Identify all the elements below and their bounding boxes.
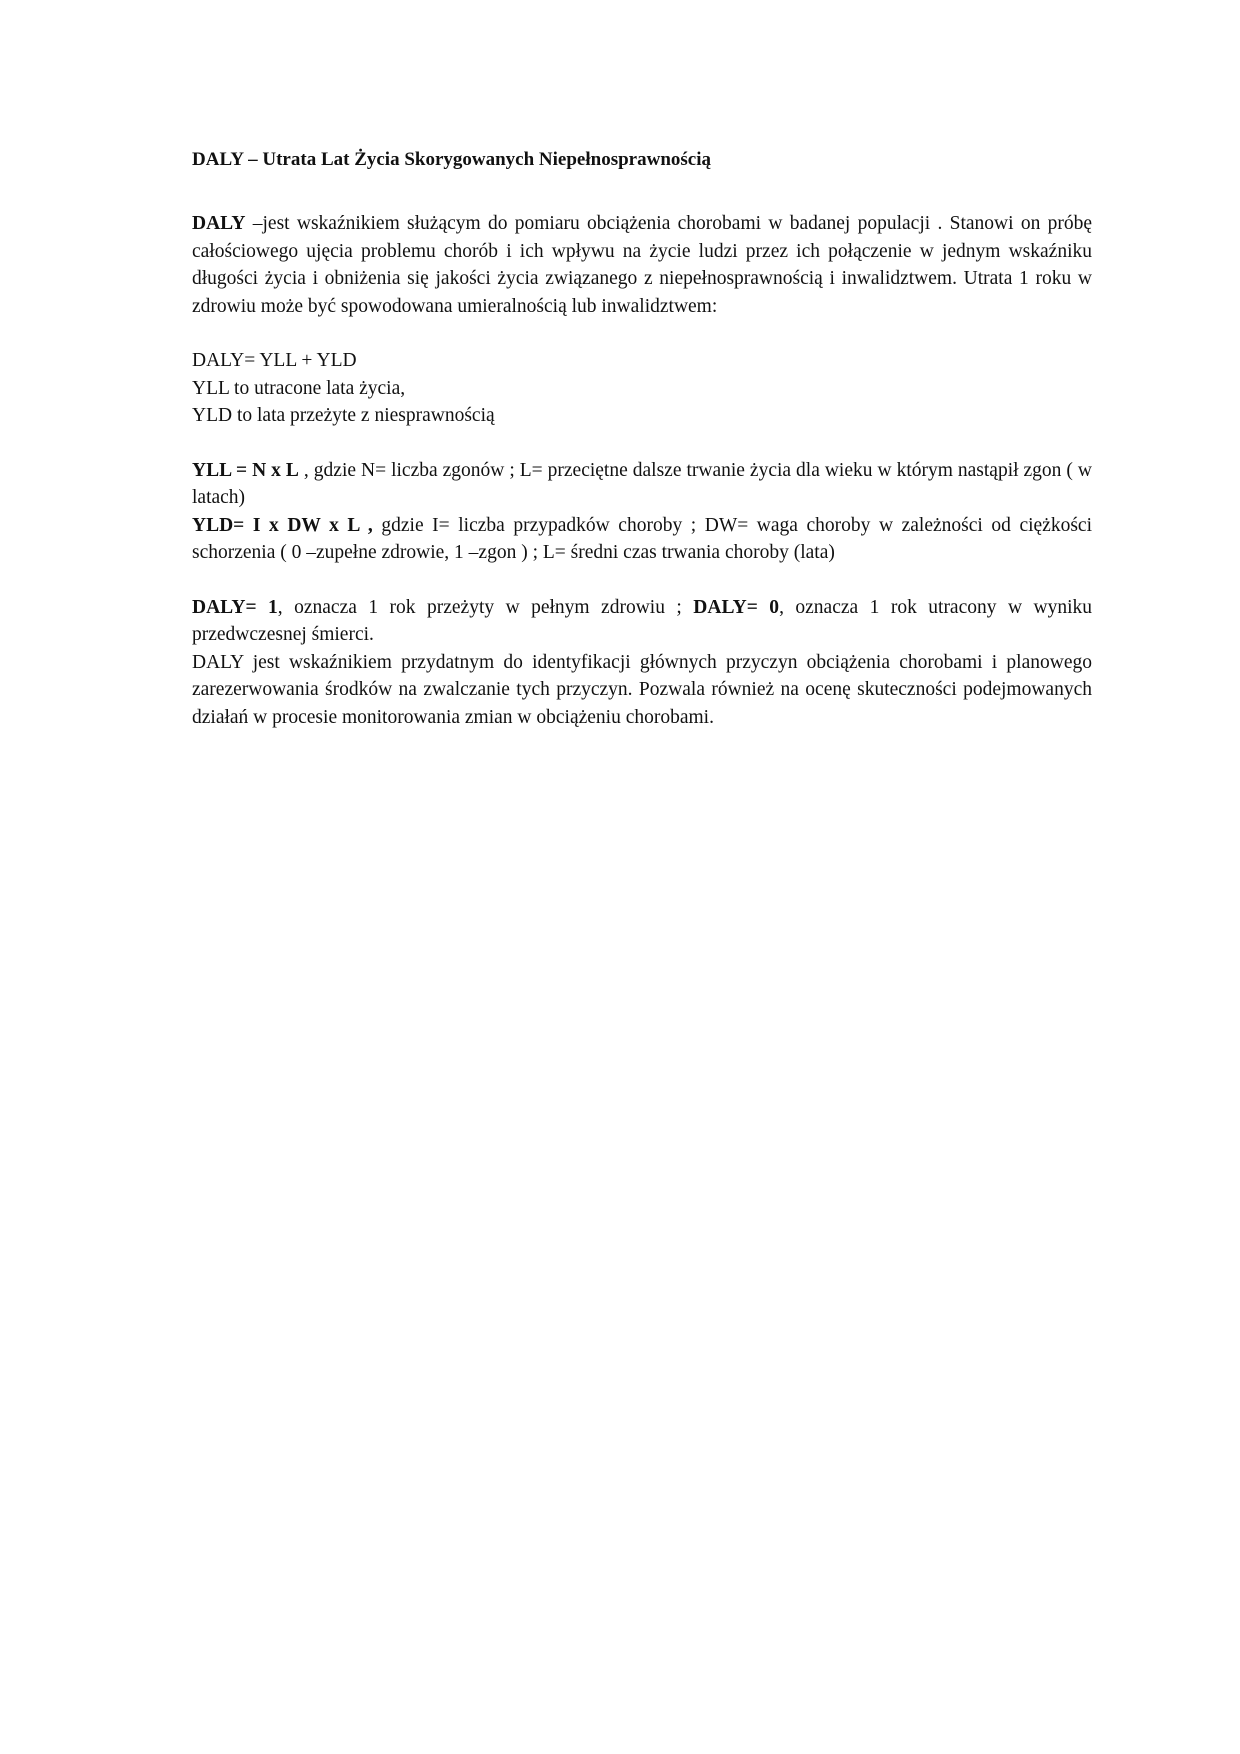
- daly-zero-label: DALY= 0: [693, 596, 780, 618]
- yll-paragraph: [192, 457, 1092, 512]
- yll-text: , gdzie N= liczba zgonów ; L= przeciętne dalsze trwanie życia dla wieku w którym nastąpił zgon ( w latach): [192, 459, 1092, 508]
- yld-definition: YLD to lata przeżyte z niesprawnością: [192, 405, 495, 426]
- spacer: [192, 320, 1092, 347]
- intro-paragraph: [192, 210, 1092, 320]
- daly-formula: DALY= YLL + YLD: [192, 350, 357, 371]
- daly-one-label: DALY= 1: [192, 596, 278, 618]
- yll-definition: YLL to utracone lata życia,: [192, 377, 406, 399]
- spacer: [192, 567, 1092, 594]
- spacer: [192, 430, 1092, 457]
- document-title: DALY – Utrata Lat Życia Skorygowanych Niepełnosprawnością: [192, 149, 712, 170]
- yld-formula: YLD= I x DW x L ,: [192, 514, 373, 536]
- yll-formula: YLL = N x L: [192, 459, 299, 481]
- daly-values-paragraph: [192, 594, 1092, 649]
- yld-text: gdzie I= liczba przypadków choroby ; DW= waga choroby w zależności od ciężkości schorzenia ( 0 –zupełne zdrowie, 1 –zgon ) ; L= średni czas trwania choroby (lata): [192, 514, 1092, 563]
- yld-paragraph: [192, 512, 1092, 567]
- daly-zero-text: , oznacza 1 rok utracony w wyniku przedwczesnej śmierci.: [192, 596, 1092, 645]
- closing-paragraph: DALY jest wskaźnikiem przydatnym do identyfikacji głównych przyczyn obciążenia chorobami i planowego zarezerwowania środków na zwalczanie tych przyczyn. Pozwala również na ocenę skuteczności podejmowanych działań w procesie monitorowania zmian w obciążeniu chorobami.: [192, 651, 1092, 728]
- intro-term: DALY: [192, 213, 246, 234]
- document-body: [192, 146, 1092, 731]
- intro-text: –jest wskaźnikiem służącym do pomiaru obciążenia chorobami w badanej populacji . Stanowi on próbę całościowego ujęcia problemu chorób i ich wpływu na życie ludzi przez ich połączenie w jednym wskaźniku długości życia i obniżenia się jakości życia związanego z niepełnosprawnością i inwalidztwem. Utrata 1 roku w zdrowiu może być spowodowana umieralnością lub inwalidztwem:: [192, 213, 1092, 317]
- daly-one-text: , oznacza 1 rok przeżyty w pełnym zdrowiu ;: [277, 596, 694, 618]
